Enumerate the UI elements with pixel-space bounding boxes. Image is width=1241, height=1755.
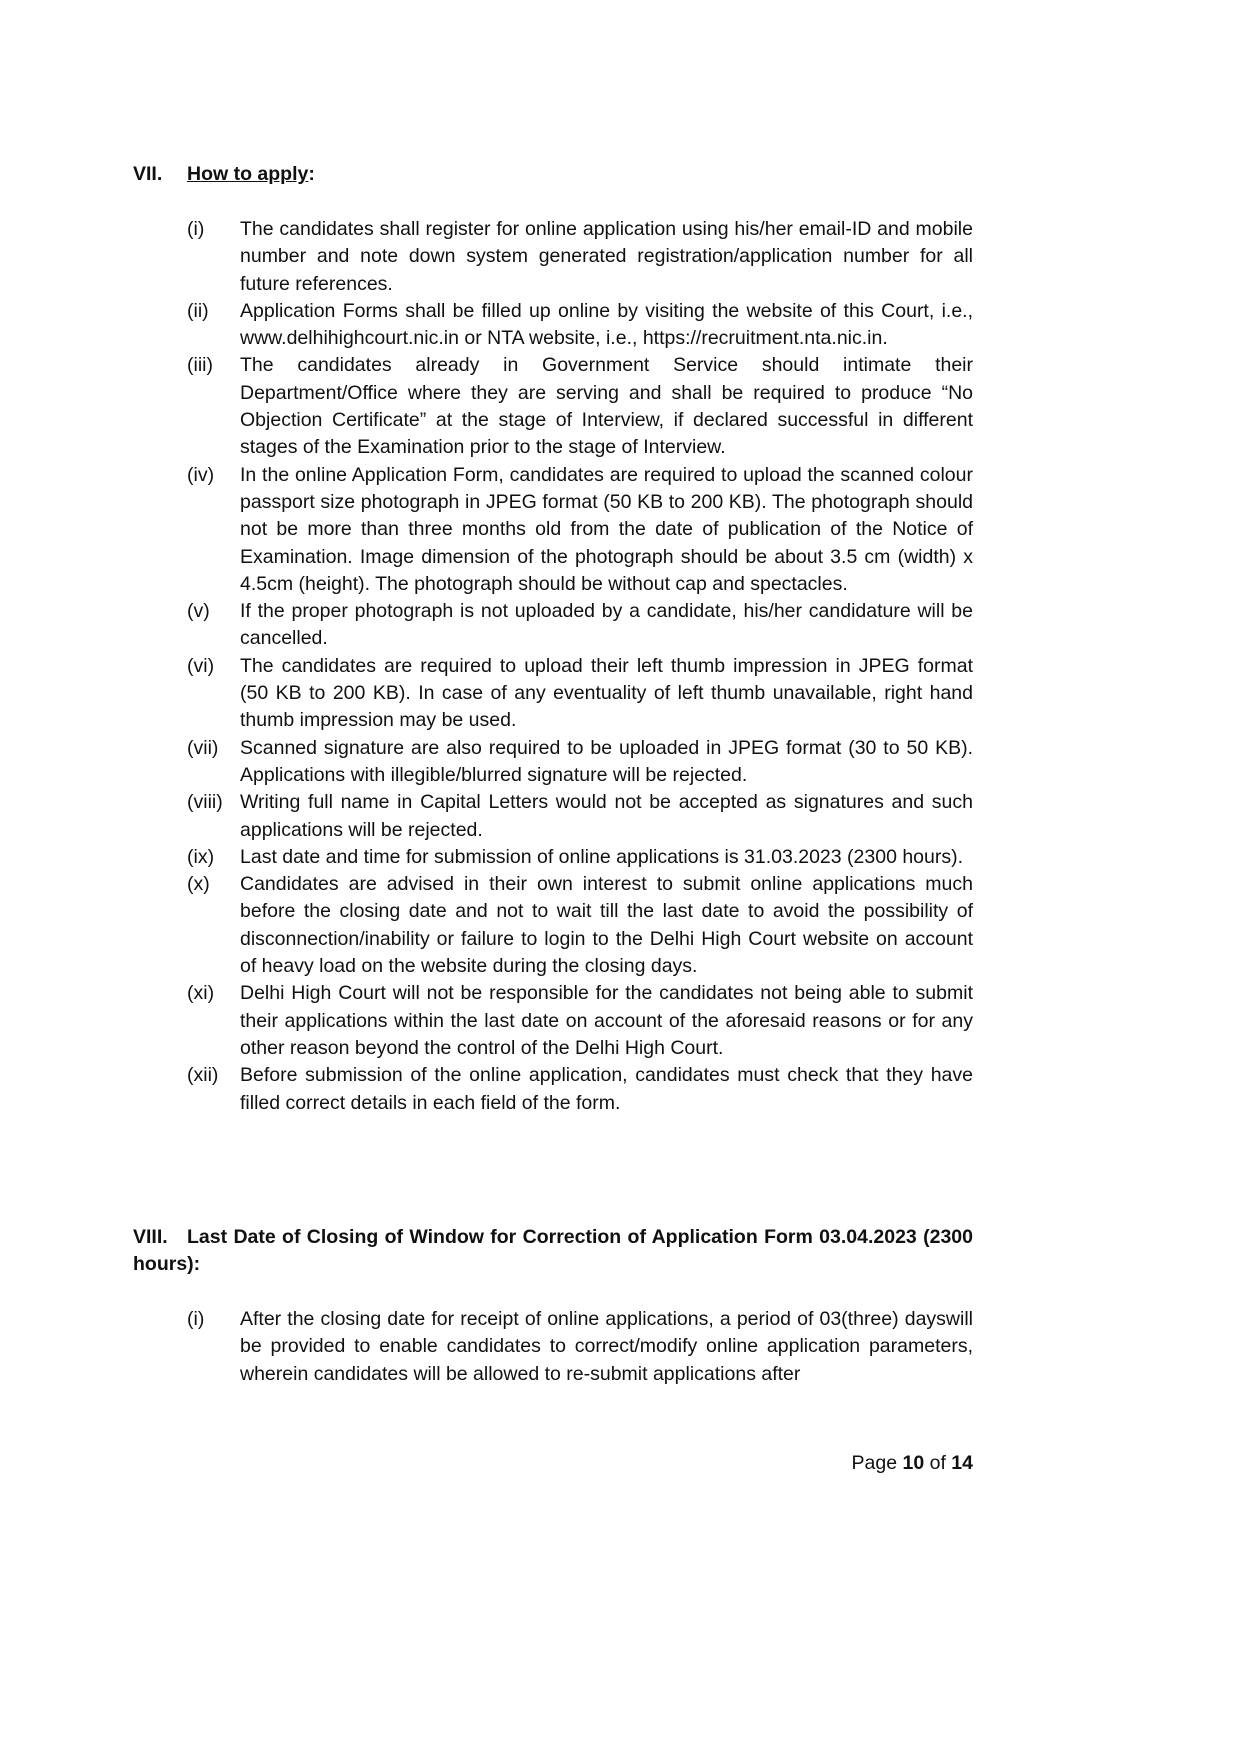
list-item (187, 298, 973, 353)
section-vii-heading (133, 161, 973, 188)
item-text: Delhi High Court will not be responsible for the candidates not being able to submit their applications within the last date on account of the aforesaid reasons or for any other reason beyond the control of the Delhi High Court. (240, 982, 973, 1059)
item-label: (ix) (187, 845, 215, 868)
item-label: (i) (187, 218, 205, 240)
list-item (187, 653, 973, 735)
list-item (187, 871, 973, 980)
page-prefix: Page (851, 1452, 903, 1474)
list-item (187, 1062, 973, 1117)
item-text: Writing full name in Capital Letters would not be accepted as signatures and such applications will be rejected. (240, 791, 973, 841)
item-label: (vi) (187, 654, 215, 677)
item-text: The candidates shall register for online application using his/her email-ID and mobile number and note down system generated registration/application number for all future references. (240, 218, 973, 295)
item-text: The candidates are required to upload their left thumb impression in JPEG format (50 KB to 200 KB). In case of any eventuality of left thumb unavailable, right hand thumb impression may be used. (240, 654, 973, 732)
item-label: (xi) (187, 982, 215, 1005)
page-total: 14 (951, 1452, 973, 1474)
list-item (187, 735, 973, 790)
list-item (187, 462, 973, 598)
list-item (187, 789, 973, 844)
item-text: Candidates are advised in their own interest to submit online applications much before the closing date and not to wait till the last date to avoid the possibility of disconnection/inability or failure to login to the Delhi High Court website on account of heavy load on the website during the closing days. (240, 873, 973, 978)
section-viii-list (187, 1306, 973, 1388)
item-label: (viii) (187, 791, 223, 814)
item-label: (v) (187, 600, 210, 623)
list-item (187, 1306, 973, 1388)
list-item (187, 598, 973, 653)
list-item (187, 980, 973, 1062)
page-of: of (924, 1452, 952, 1474)
item-label: (ii) (187, 299, 209, 322)
page-number (852, 1450, 973, 1477)
item-text: Application Forms shall be filled up online by visiting the website of this Court, i.e., www.delhihighcourt.nic.in or NTA website, i.e., https://recruitment.nta.nic.in. (240, 299, 973, 350)
item-label: (vii) (187, 736, 219, 759)
item-text: Scanned signature are also required to be uploaded in JPEG format (30 to 50 KB). Applications with illegible/blurred signature will be rejected. (240, 736, 973, 786)
item-text: In the online Application Form, candidates are required to upload the scanned colour passport size photograph in JPEG format (50 KB to 200 KB). The photograph should not be more than three months old from the date of publication of the Notice of Examination. Image dimension of the photograph should be about 3.5 cm (width) x 4.5cm (height). The photograph should be without cap and spectacles. (240, 463, 973, 595)
section-vii-title: How to apply (187, 163, 309, 185)
item-label: (x) (187, 873, 210, 896)
list-item (187, 844, 973, 871)
item-label: (iii) (187, 354, 213, 377)
item-text: Last date and time for submission of online applications is 31.03.2023 (2300 hours). (240, 845, 964, 868)
item-label: (i) (187, 1308, 205, 1330)
list-item (187, 216, 973, 298)
item-text: After the closing date for receipt of online applications, a period of 03(three) dayswill be provided to enable candidates to correct/modify online application parameters, wherein candidates will be allowed to re-submit applications after (240, 1308, 973, 1385)
section-vii-list (187, 216, 973, 1117)
section-viii-heading (133, 1224, 973, 1279)
section-viii-title: Last Date of Closing of Window for Correction of Application Form 03.04.2023 (2300 hours): (133, 1226, 973, 1276)
section-viii-number: VIII. (133, 1226, 168, 1248)
list-item (187, 352, 973, 461)
section-vii-number: VII. (133, 163, 163, 185)
item-label: (xii) (187, 1064, 219, 1087)
item-text: Before submission of the online application, candidates must check that they have filled correct details in each field of the form. (240, 1064, 973, 1114)
item-text: The candidates already in Government Service should intimate their Department/Office where they are serving and shall be required to produce “No Objection Certificate” at the stage of Interview, if declared successful in different stages of the Examination prior to the stage of Interview. (240, 354, 973, 459)
page-current: 10 (902, 1452, 925, 1474)
item-label: (iv) (187, 463, 215, 486)
section-vii-title-colon: : (308, 163, 315, 185)
item-text: If the proper photograph is not uploaded by a candidate, his/her candidature will be cancelled. (240, 600, 973, 650)
